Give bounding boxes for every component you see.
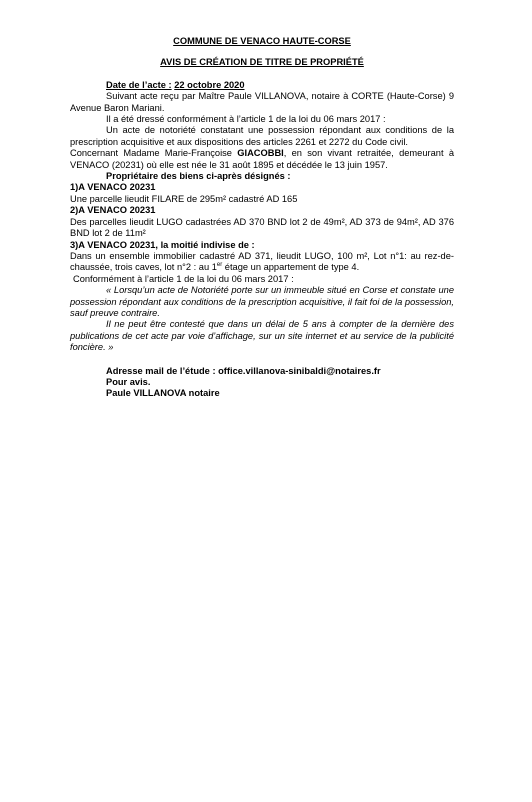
commune-title: COMMUNE DE VENACO HAUTE-CORSE <box>173 36 351 46</box>
owner-name: GIACOBBI <box>237 148 284 159</box>
deed-date-value: 22 octobre 2020 <box>174 79 245 90</box>
notice-document <box>70 30 454 400</box>
notice-title: AVIS DE CRÉATION DE TITRE DE PROPRIÉTÉ <box>160 57 364 68</box>
property-2-title: 2)A VENACO 20231 <box>70 205 156 216</box>
property-3-title: 3)A VENACO 20231, la moitié indivise de : <box>70 239 255 250</box>
deed-paragraph-4-start: Concernant Madame Marie-Françoise <box>70 148 238 159</box>
study-email-line: Adresse mail de l’étude : office.villanova-sinibaldi@notaires.fr <box>106 365 381 376</box>
property-1-title: 1)A VENACO 20231 <box>70 182 156 193</box>
deed-paragraph-3: Un acte de notoriété constatant une possession répondant aux conditions de la prescription acquisitive et aux dispositions des articles 2261 et 2272 du Code civil. <box>70 125 454 147</box>
pour-avis: Pour avis. <box>106 376 151 387</box>
property-2-text: Des parcelles lieudit LUGO cadastrées AD 370 BND lot 2 de 49m², AD 373 de 94m², AD 376 BND lot 2 de 11m² <box>70 216 454 239</box>
deed-paragraph-4-end: , en son vivant retraitée, demeurant à VENACO (20231) où elle est née le 31 août 1895 et décédée le 13 juin 1957. <box>70 148 454 170</box>
deed-paragraph-1: Suivant acte reçu par Maître Paule VILLANOVA, notaire à CORTE (Haute-Corse) 9 Avenue Baron Mariani. <box>70 91 454 113</box>
quote-paragraph-2: Il ne peut être contesté que dans un délai de 5 ans à compter de la dernière des publications de cet acte par voie d’affichage, sur un site internet et au service de la publicité foncière. » <box>70 319 454 353</box>
property-1-text: Une parcelle lieudit FILARE de 295m² cadastré AD 165 <box>70 193 298 204</box>
property-3-superscript: er <box>216 262 223 269</box>
deed-paragraph-4 <box>70 148 454 171</box>
properties-heading: Propriétaire des biens ci-après désignés : <box>106 171 291 182</box>
property-3-text-end: étage un appartement de type 4. <box>222 262 360 273</box>
property-3-text <box>70 251 454 274</box>
conformement-line: Conformément à l’article 1 de la loi du 06 mars 2017 : <box>73 273 294 284</box>
property-3-text-start: Dans un ensemble immobilier cadastré AD 371, lieudit LUGO, 100 m², Lot n°1: au rez-de-chaussée, trois caves, lot n°2 : au 1 <box>70 250 454 273</box>
deed-paragraph-2: Il a été dressé conformément à l’article 1 de la loi du 06 mars 2017 : <box>106 114 386 125</box>
deed-date-label: Date de l’acte : <box>106 79 172 90</box>
quote-paragraph-1: « Lorsqu’un acte de Notoriété porte sur un immeuble situé en Corse et constate une possession répondant aux conditions de la prescription acquisitive, il fait foi de la possession, sauf preuve contraire. <box>70 285 454 318</box>
notary-signature: Paule VILLANOVA notaire <box>106 388 220 399</box>
deed-date <box>70 80 454 91</box>
